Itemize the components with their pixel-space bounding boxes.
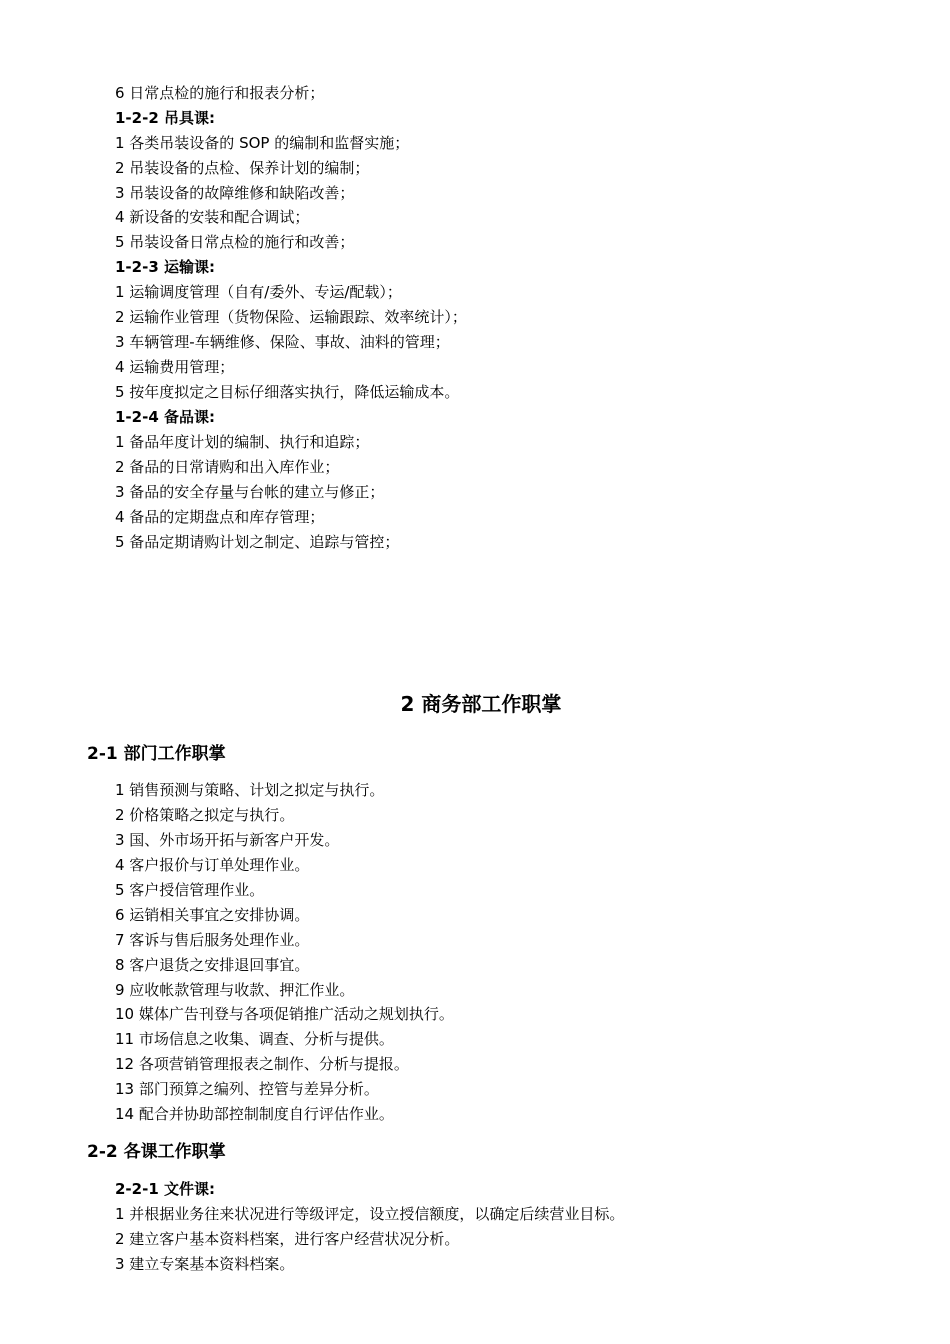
list-item: 6 运销相关事宜之安排协调。 [115, 906, 310, 924]
list-item: 13 部门预算之编列、控管与差异分析。 [115, 1080, 379, 1098]
list-item: 1 运输调度管理（自有/委外、专运/配载）； [115, 283, 402, 301]
list-item: 4 客户报价与订单处理作业。 [115, 856, 310, 874]
list-item: 2 吊装设备的点检、保养计划的编制； [115, 159, 370, 177]
list-item: 1 备品年度计划的编制、执行和追踪； [115, 433, 370, 451]
list-item: 10 媒体广告刊登与各项促销推广活动之规划执行。 [115, 1005, 454, 1023]
list-item: 3 车辆管理-车辆维修、保险、事故、油料的管理； [115, 333, 450, 351]
list-item: 12 各项营销管理报表之制作、分析与提报。 [115, 1055, 409, 1073]
list-item: 5 吊装设备日常点检的施行和改善； [115, 233, 355, 251]
list-item: 14 配合并协助部控制制度自行评估作业。 [115, 1105, 394, 1123]
list-item: 2 价格策略之拟定与执行。 [115, 806, 295, 824]
list-item: 7 客诉与售后服务处理作业。 [115, 931, 310, 949]
list-item: 4 运输费用管理； [115, 358, 235, 376]
list-item: 3 国、外市场开拓与新客户开发。 [115, 831, 340, 849]
list-item: 5 客户授信管理作业。 [115, 881, 265, 899]
list-item: 11 市场信息之收集、调查、分析与提供。 [115, 1030, 394, 1048]
section-heading-dept: 2-1 部门工作职掌 [87, 744, 226, 764]
list-item: 4 备品的定期盘点和库存管理； [115, 508, 325, 526]
list-item: 1 并根据业务往来状况进行等级评定，设立授信额度，以确定后续营业目标。 [115, 1205, 625, 1223]
list-item: 9 应收帐款管理与收款、押汇作业。 [115, 981, 355, 999]
list-item: 1 各类吊装设备的 SOP 的编制和监督实施； [115, 134, 410, 152]
subsection-heading-lifting: 1-2-2 吊具课: [115, 109, 215, 127]
list-item: 3 建立专案基本资料档案。 [115, 1255, 295, 1273]
list-item: 3 备品的安全存量与台帐的建立与修正； [115, 483, 385, 501]
list-item: 6 日常点检的施行和报表分析； [115, 84, 325, 102]
section-heading-sections: 2-2 各课工作职掌 [87, 1142, 226, 1162]
chapter-title: 2 商务部工作职掌 [400, 692, 562, 716]
subsection-heading-documents: 2-2-1 文件课: [115, 1180, 215, 1198]
subsection-heading-spares: 1-2-4 备品课: [115, 408, 215, 426]
list-item: 3 吊装设备的故障维修和缺陷改善； [115, 184, 355, 202]
list-item: 2 运输作业管理（货物保险、运输跟踪、效率统计）； [115, 308, 467, 326]
list-item: 2 备品的日常请购和出入库作业； [115, 458, 340, 476]
list-item: 1 销售预测与策略、计划之拟定与执行。 [115, 781, 385, 799]
list-item: 2 建立客户基本资料档案，进行客户经营状况分析。 [115, 1230, 460, 1248]
list-item: 8 客户退货之安排退回事宜。 [115, 956, 310, 974]
list-item: 5 按年度拟定之目标仔细落实执行，降低运输成本。 [115, 383, 460, 401]
subsection-heading-transport: 1-2-3 运输课: [115, 258, 215, 276]
list-item: 4 新设备的安装和配合调试； [115, 208, 310, 226]
list-item: 5 备品定期请购计划之制定、追踪与管控； [115, 533, 400, 551]
